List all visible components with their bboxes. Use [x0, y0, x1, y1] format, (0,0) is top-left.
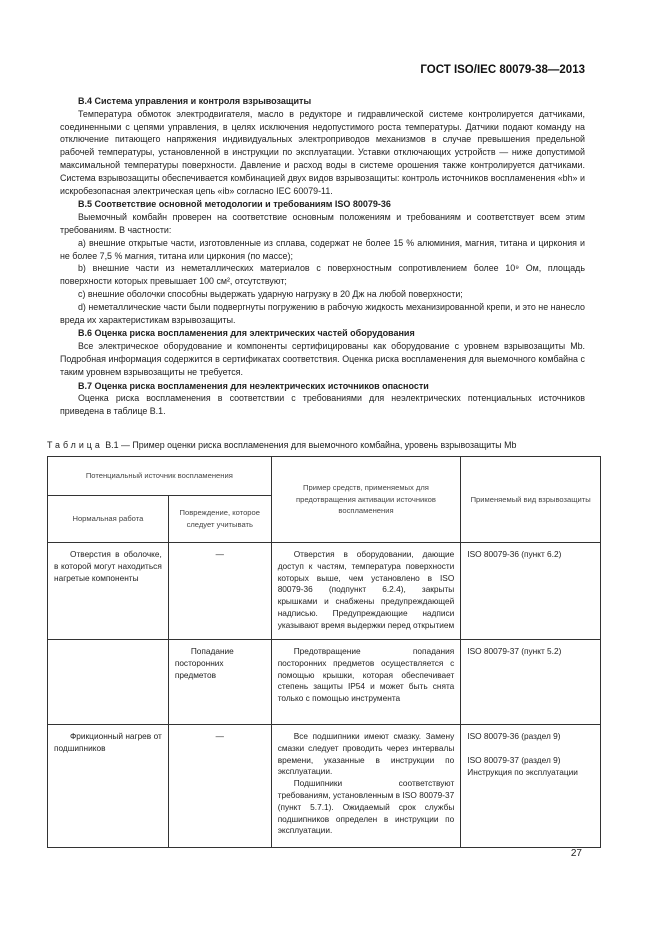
table-row	[48, 725, 601, 848]
cell-normal: Фрикционный нагрев от подшипников	[48, 725, 169, 848]
table-row	[48, 543, 601, 640]
table-row	[48, 640, 601, 725]
section-title: B.7 Оценка риска воспламенения для неэлектрических источников опасности	[78, 380, 429, 391]
list-item: a) внешние открытые части, изготовленные из сплава, содержат не более 15 % алюминия, магния, титана и циркония и не более 7,5 % магния, титана или циркония (по массе);	[60, 237, 585, 261]
document-body	[60, 94, 585, 418]
cell-protection: ISO 80079-36 (раздел 9) ISO 80079-37 (раздел 9) Инструкция по эксплуатации	[461, 725, 601, 848]
cell-normal: Отверстия в оболочке, в которой могут находиться нагретые компоненты	[48, 543, 169, 640]
cell-protection: ISO 80079-36 (пункт 6.2)	[461, 543, 601, 640]
table-caption	[47, 440, 516, 450]
header-means: Пример средств, применяемых для предотвращения активации источников воспламенения	[271, 457, 461, 543]
cell-protection: ISO 80079-37 (пункт 5.2)	[461, 640, 601, 725]
section-title: B.6 Оценка риска воспламенения для электрических частей оборудования	[78, 328, 415, 339]
paragraph: Температура обмоток электродвигателя, масло в редукторе и гидравлической системе контролируется датчиками, соединенными с цепями управления, в целях исключения недопустимого роста температуры. Датчики подают команду на отключение питающего напряжения индивидуальных электроприводов механизмов в случае превышения предельной рабочей температуры, установленной в инструкции по эксплуатации. Уставки отключающих устройств — ниже допустимой максимальной температуры поверхности. Давление и расход воды в системе орошения также контролируется датчиками. Система взрывозащиты обеспечивается комбинацией двух видов взрывозащиты: контроль источников воспламенения «bh» и искробезопасная электрическая цепь «ib» согласно IEC 60079-11.	[60, 108, 585, 196]
header-damage: Повреждение, которое следует учитывать	[168, 496, 271, 543]
table-caption-word: Таблица	[47, 440, 103, 450]
header-ignition-source: Потенциальный источник воспламенения	[48, 457, 272, 496]
cell-normal	[48, 640, 169, 725]
header-normal: Нормальная работа	[48, 496, 169, 543]
list-item: d) неметаллические части были подвергнуты погружению в рабочую жидкость механизированной крепи, и это не нанесло вреда их характеристикам взрывозащиты.	[60, 301, 585, 325]
cell-damage: Попадание посторонних предметов	[168, 640, 271, 725]
paragraph: Оценка риска воспламенения в соответствии с требованиями для неэлектрических потенциальных источников приведена в таблице B.1.	[60, 393, 585, 417]
section-title: B.5 Соответствие основной методологии и требованиям ISO 80079-36	[78, 199, 391, 210]
cell-damage: —	[168, 725, 271, 848]
table-caption-text: B.1 — Пример оценки риска воспламенения для выемочного комбайна, уровень взрывозащиты Mb	[105, 440, 517, 450]
risk-table	[47, 456, 601, 848]
paragraph: Выемочный комбайн проверен на соответствие основным положениям и требованиям и соответствует всем этим требованиям. В частности:	[60, 212, 585, 235]
cell-damage: —	[168, 543, 271, 640]
cell-means: Все подшипники имеют смазку. Замену смазки следует проводить через интервалы времени, указанные в инструкции по эксплуатации. Подшипники соответствуют требованиям, установленным в ISO 80079-37 (пункт 5.7.1). Ожидаемый срок службы подшипников определен в инструкции по эксплуатации.	[271, 725, 461, 848]
paragraph: Все электрическое оборудование и компоненты сертифицированы как оборудование с уровнем взрывозащиты Mb. Подробная информация содержится в сертификатах соответствия. Оценка риска воспламенения для выемочного комбайна с таким уровнем взрывозащиты не требуется.	[60, 341, 585, 377]
list-item: b) внешние части из неметаллических материалов с поверхностным сопротивлением более 10⁹ Ом, площадь поверхности которых превышает 100 см², отсутствуют;	[60, 263, 585, 287]
section-title: B.4 Система управления и контроля взрывозащиты	[78, 96, 312, 106]
document-header: ГОСТ ISO/IEC 80079-38—2013	[420, 64, 585, 76]
list-item: c) внешние оболочки способны выдержать ударную нагрузку в 20 Дж на любой поверхности;	[78, 288, 463, 299]
page-number: 27	[570, 848, 582, 859]
header-protection: Применяемый вид взрывозащиты	[461, 457, 601, 543]
cell-means: Предотвращение попадания посторонних предметов осуществляется с помощью крышки, которая обеспечивает степень защиты IP54 и может быть снята только с помощью инструмента	[271, 640, 461, 725]
cell-means: Отверстия в оборудовании, дающие доступ к частям, температура поверхности которых выше, чем установлено в ISO 80079-36 (подпункт 6.2.4), закрыты крышками и снабжены предупреждающей надписью. Предупреждающие надписи указывают время выдержки перед открытием	[271, 543, 461, 640]
